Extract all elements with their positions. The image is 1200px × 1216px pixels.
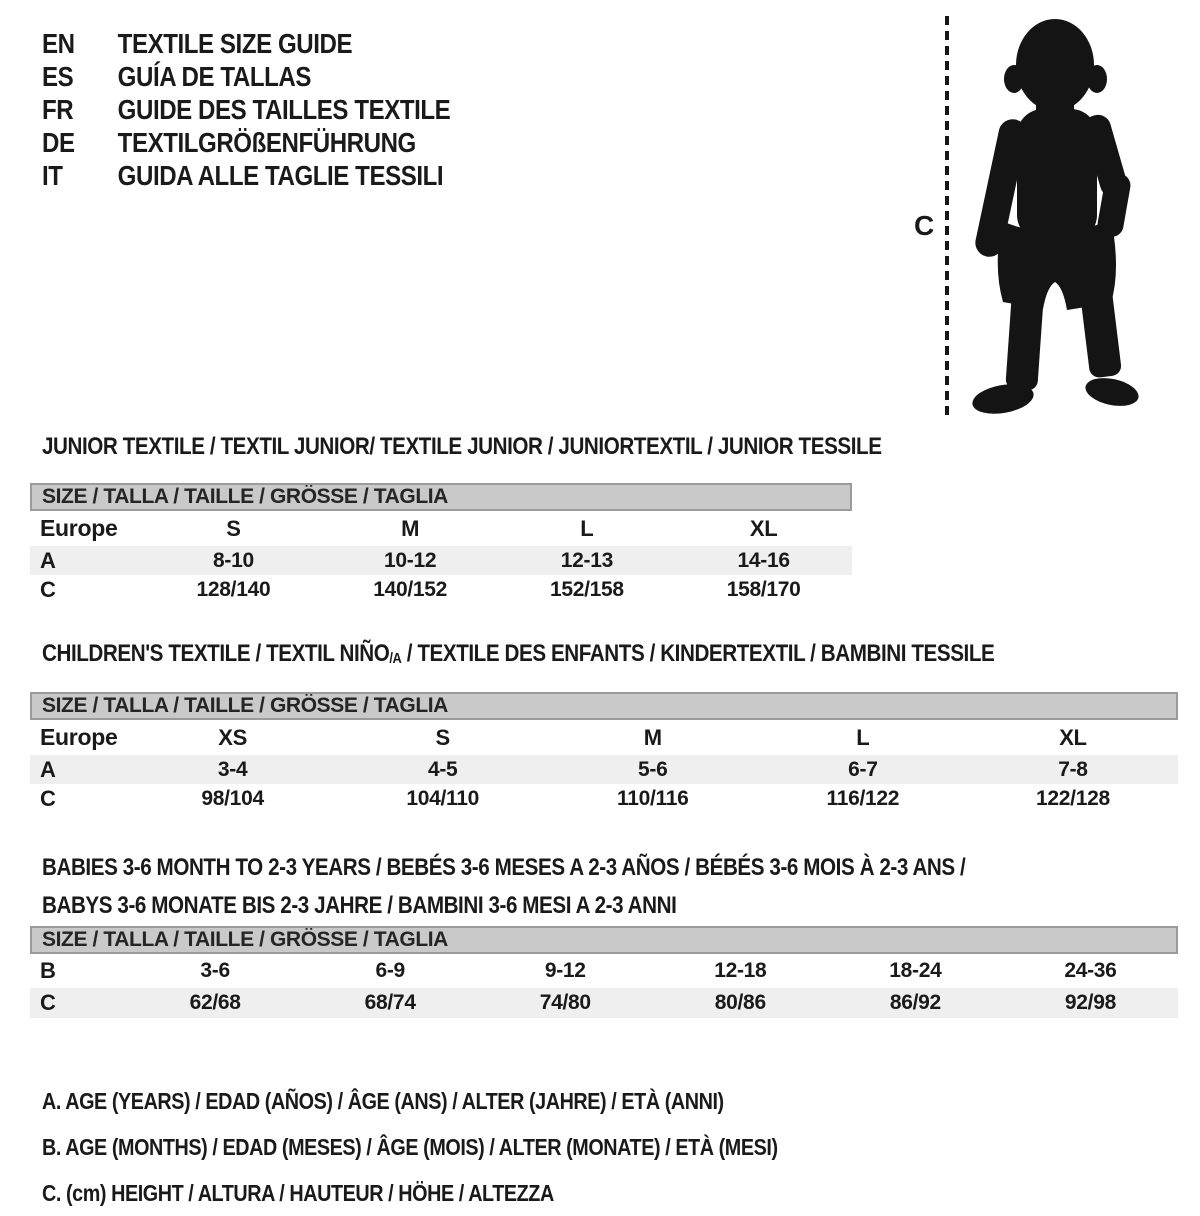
language-row-fr xyxy=(42,93,450,126)
junior-size-header-bar: SIZE / TALLA / TAILLE / GRÖSSE / TAGLIA xyxy=(30,483,852,511)
legend xyxy=(42,1078,897,1216)
junior-size-table xyxy=(30,483,852,605)
row-label-cell: C xyxy=(40,577,56,602)
children-header-row xyxy=(30,720,1178,755)
value-cell: 18-24 xyxy=(889,959,942,982)
children-title-subscript: /A xyxy=(389,650,402,667)
value-cell: 80/86 xyxy=(714,991,766,1014)
children-title-text: / TEXTILE DES ENFANTS / KINDERTEXTIL / BAMBINI TESSILE xyxy=(401,640,995,667)
legend-line-a: A. AGE (YEARS) / EDAD (AÑOS) / ÂGE (ANS) / ALTER (JAHRE) / ETÀ (ANNI) xyxy=(42,1088,724,1114)
language-row-es xyxy=(42,60,450,93)
value-cell: 152/158 xyxy=(549,578,624,601)
children-section-title xyxy=(42,641,994,672)
row-label-cell: C xyxy=(40,786,56,811)
region-header-cell: Europe xyxy=(40,515,118,541)
legend-line-c: C. (cm) HEIGHT / ALTURA / HAUTEUR / HÖHE / ALTEZZA xyxy=(42,1180,554,1206)
value-cell: 116/122 xyxy=(826,787,900,810)
column-header-cell: XS xyxy=(218,724,247,750)
value-cell: 92/98 xyxy=(1064,991,1116,1014)
column-header-cell: XL xyxy=(749,515,778,541)
children-title-text: CHILDREN'S TEXTILE / TEXTIL NIÑO xyxy=(42,640,390,667)
children-size-header-bar: SIZE / TALLA / TAILLE / GRÖSSE / TAGLIA xyxy=(30,692,1178,720)
value-cell: 6-9 xyxy=(375,959,405,982)
value-cell: 9-12 xyxy=(544,959,586,982)
value-cell: 122/128 xyxy=(1036,787,1110,810)
children-age-row xyxy=(30,755,1178,784)
language-label: GUIDA ALLE TAGLIE TESSILI xyxy=(117,159,444,191)
value-cell: 24-36 xyxy=(1064,959,1117,982)
language-code: ES xyxy=(42,60,74,92)
junior-age-row xyxy=(30,546,852,575)
value-cell: 128/140 xyxy=(196,578,271,601)
value-cell: 4-5 xyxy=(427,757,458,781)
babies-size-table xyxy=(30,926,1178,1018)
value-cell: 158/170 xyxy=(726,578,801,601)
toddler-silhouette-icon xyxy=(965,15,1140,420)
language-code: FR xyxy=(42,93,74,125)
babies-title-line1: BABIES 3-6 MONTH TO 2-3 YEARS / BEBÉS 3-6 MESES A 2-3 AÑOS / BÉBÉS 3-6 MOIS À 2-3 ANS / xyxy=(42,854,966,881)
value-cell: 8-10 xyxy=(213,548,254,572)
language-code: DE xyxy=(42,126,75,158)
value-cell: 6-7 xyxy=(848,757,878,781)
value-cell: 7-8 xyxy=(1058,757,1088,781)
language-label: TEXTILGRÖßENFÜHRUNG xyxy=(117,126,416,158)
children-height-row xyxy=(30,784,1178,814)
language-code: IT xyxy=(42,159,63,191)
column-header-cell: XL xyxy=(1059,724,1087,750)
junior-height-row xyxy=(30,575,852,605)
value-cell: 3-4 xyxy=(217,757,248,781)
row-label-cell: A xyxy=(40,756,56,782)
value-cell: 12-13 xyxy=(560,548,613,572)
value-cell: 12-18 xyxy=(714,959,767,982)
children-size-table xyxy=(30,692,1178,814)
column-header-cell: L xyxy=(580,515,594,541)
language-code: EN xyxy=(42,27,75,59)
value-cell: 86/92 xyxy=(889,991,941,1014)
language-list xyxy=(42,27,517,192)
value-cell: 68/74 xyxy=(364,991,416,1014)
value-cell: 74/80 xyxy=(539,991,591,1014)
column-header-cell: S xyxy=(226,515,241,541)
junior-section-title: JUNIOR TEXTILE / TEXTIL JUNIOR/ TEXTILE JUNIOR / JUNIORTEXTIL / JUNIOR TESSILE xyxy=(42,433,882,460)
babies-months-row xyxy=(30,954,1178,988)
value-cell: 10-12 xyxy=(384,548,437,572)
column-header-cell: S xyxy=(435,724,450,750)
column-header-cell: M xyxy=(643,724,662,750)
language-label: GUIDE DES TAILLES TEXTILE xyxy=(117,93,451,125)
height-dashed-line xyxy=(945,16,949,416)
value-cell: 5-6 xyxy=(638,757,668,781)
height-measure-label: C xyxy=(914,210,935,241)
value-cell: 98/104 xyxy=(201,787,264,810)
value-cell: 110/116 xyxy=(617,787,689,810)
region-header-cell: Europe xyxy=(40,724,118,750)
value-cell: 3-6 xyxy=(200,959,230,982)
babies-title-line2: BABYS 3-6 MONATE BIS 2-3 JAHRE / BAMBINI 3-6 MESI A 2-3 ANNI xyxy=(42,892,677,919)
value-cell: 140/152 xyxy=(373,578,448,601)
language-row-en xyxy=(42,27,450,60)
value-cell: 14-16 xyxy=(737,548,790,572)
row-label-cell: B xyxy=(40,958,56,983)
value-cell: 62/68 xyxy=(189,991,241,1014)
legend-line-b: B. AGE (MONTHS) / EDAD (MESES) / ÂGE (MOIS) / ALTER (MONATE) / ETÀ (MESI) xyxy=(42,1134,778,1160)
column-header-cell: L xyxy=(856,724,870,750)
language-label: TEXTILE SIZE GUIDE xyxy=(117,27,353,59)
column-header-cell: M xyxy=(401,515,420,541)
babies-size-header-bar: SIZE / TALLA / TAILLE / GRÖSSE / TAGLIA xyxy=(30,926,1178,954)
row-label-cell: C xyxy=(40,990,56,1015)
junior-header-row xyxy=(30,511,852,546)
value-cell: 104/110 xyxy=(406,787,480,810)
language-row-de xyxy=(42,126,450,159)
row-label-cell: A xyxy=(40,547,56,573)
babies-section-title xyxy=(42,849,965,925)
babies-height-row xyxy=(30,988,1178,1018)
language-label: GUÍA DE TALLAS xyxy=(117,60,311,92)
language-row-it xyxy=(42,159,450,192)
